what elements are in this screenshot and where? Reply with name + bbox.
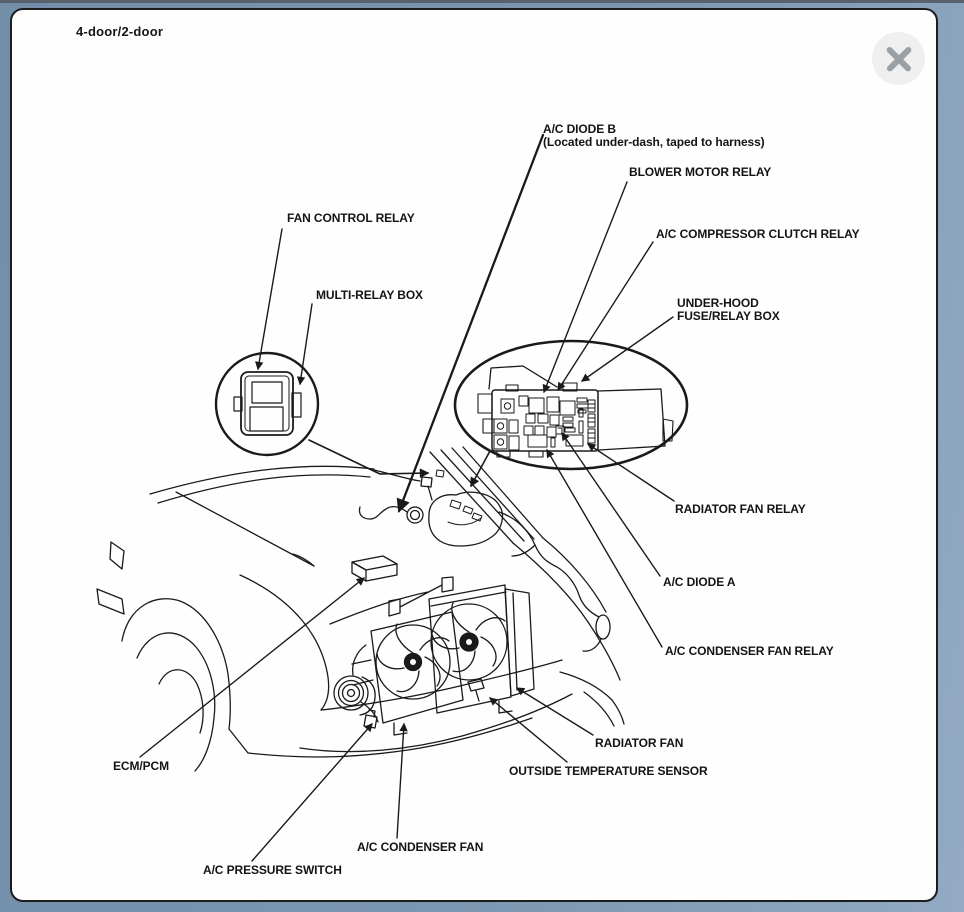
close-button[interactable]	[872, 32, 925, 85]
label-multi-relay-box: MULTI-RELAY BOX	[316, 288, 423, 302]
label-ac-condenser-fan-relay: A/C CONDENSER FAN RELAY	[665, 644, 834, 658]
label-ac-diode-a: A/C DIODE A	[663, 575, 736, 589]
label-ac-compressor-clutch-relay: A/C COMPRESSOR CLUTCH RELAY	[656, 227, 860, 241]
label-radiator-fan: RADIATOR FAN	[595, 736, 684, 750]
leader-lines	[140, 135, 674, 861]
label-ac-diode-b	[543, 123, 765, 149]
label-ecm-pcm: ECM/PCM	[113, 759, 169, 773]
label-ac-diode-b-line2: (Located under-dash, taped to harness)	[543, 135, 765, 149]
compressor-drawing	[334, 645, 378, 728]
label-outside-temperature-sensor: OUTSIDE TEMPERATURE SENSOR	[509, 764, 708, 778]
fuse-relay-box-magnifier	[455, 341, 687, 469]
label-radiator-fan-relay: RADIATOR FAN RELAY	[675, 502, 806, 516]
label-under-hood-fuse-relay-box	[677, 297, 780, 323]
label-ac-pressure-switch: A/C PRESSURE SWITCH	[203, 863, 342, 877]
label-blower-motor-relay: BLOWER MOTOR RELAY	[629, 165, 772, 179]
label-under-hood-line1: UNDER-HOOD	[677, 296, 759, 310]
label-ac-condenser-fan: A/C CONDENSER FAN	[357, 840, 484, 854]
label-ac-diode-b-line1: A/C DIODE B	[543, 122, 616, 136]
label-fan-control-relay: FAN CONTROL RELAY	[287, 211, 415, 225]
label-under-hood-line2: FUSE/RELAY BOX	[677, 309, 780, 323]
ecm-pcm-drawing	[352, 556, 397, 581]
car-body-drawing	[97, 447, 624, 771]
page-title: 4-door/2-door	[76, 24, 164, 39]
close-icon	[884, 44, 914, 74]
